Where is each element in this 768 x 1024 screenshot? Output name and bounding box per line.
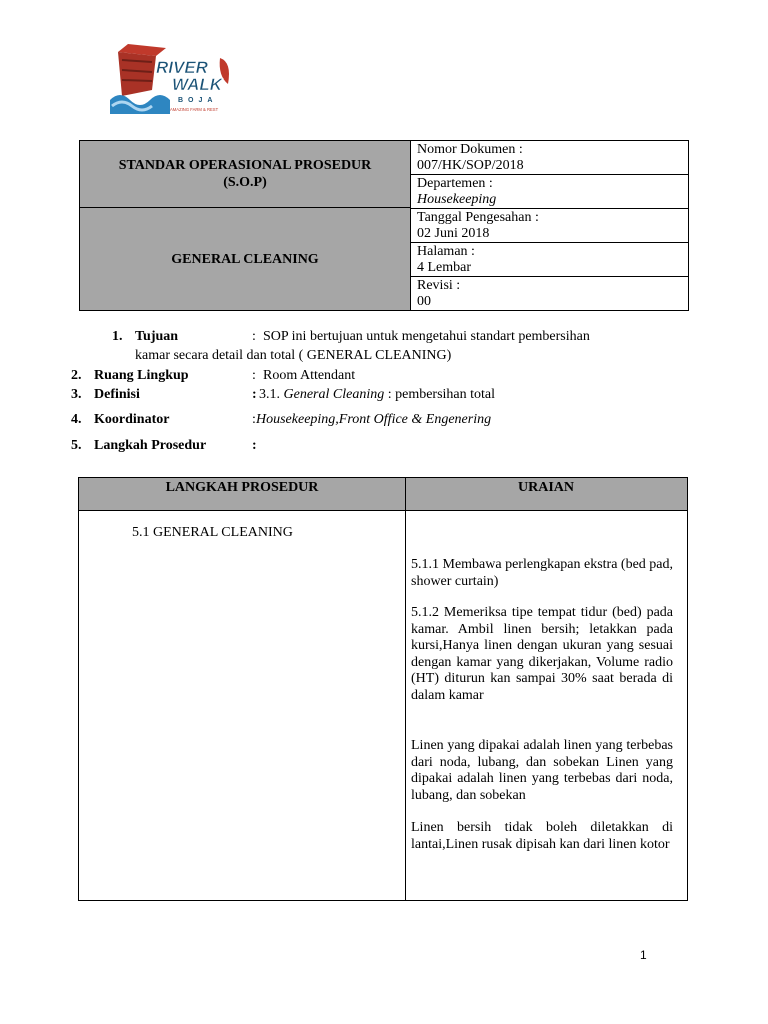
item-separator: :	[252, 329, 256, 344]
field-value: Housekeeping	[417, 192, 497, 207]
field-label: Tanggal Pengesahan :	[417, 210, 539, 225]
sop-subject: GENERAL CLEANING	[171, 251, 319, 267]
sop-header-table	[79, 140, 689, 311]
procedure-step-title: 5.1 GENERAL CLEANING	[132, 525, 293, 540]
item-label-tujuan: Tujuan	[135, 329, 179, 344]
definisi-term: General Cleaning	[283, 387, 385, 402]
uraian-paragraph: 5.1.1 Membawa perlengkapan ekstra (bed pad, shower curtain)	[411, 557, 674, 589]
item-text-koordinator: Housekeeping,Front Office & Engenering	[256, 412, 492, 427]
logo-text-walk: WALK	[172, 75, 223, 94]
item-separator: :	[252, 438, 257, 453]
column-header-uraian: URAIAN	[405, 478, 687, 511]
item-number: 4.	[71, 412, 82, 427]
uraian-paragraph: Linen yang dipakai adalah linen yang terbebas dari noda, lubang, dan sobekan Linen yang dipakai adalah linen yang terbebas dari noda, lubang, dan sobekan	[411, 738, 673, 803]
logo-text-boja: BOJA	[178, 97, 218, 104]
field-value: 02 Juni 2018	[417, 226, 490, 241]
item-text-tujuan: SOP ini bertujuan untuk mengetahui standart pembersihan	[263, 329, 590, 344]
uraian-paragraph: 5.1.2 Memeriksa tipe tempat tidur (bed) pada kamar. Ambil linen bersih; letakkan pada kursi,Hanya linen dengan ukuran yang sesuai dengan kamar yang dikerjakan, Volume radio (HT) diturun kan sampai 30% saat berada di dalam kamar	[411, 605, 673, 703]
field-value: 007/HK/SOP/2018	[417, 158, 524, 173]
field-label: Departemen :	[417, 176, 493, 191]
column-header-langkah: LANGKAH PROSEDUR	[79, 478, 405, 511]
field-tanggal-pengesahan	[411, 209, 688, 243]
river-walk-logo	[108, 40, 240, 118]
item-number: 5.	[71, 438, 82, 453]
field-revisi	[411, 277, 688, 310]
item-number: 2.	[71, 368, 82, 383]
sop-title-cell	[80, 141, 411, 208]
field-nomor-dokumen	[411, 141, 688, 175]
item-label-koordinator: Koordinator	[94, 412, 170, 427]
field-departemen	[411, 175, 688, 209]
sop-title: STANDAR OPERASIONAL PROSEDUR	[118, 158, 372, 173]
item-number: 3.	[71, 387, 82, 402]
item-text-definisi	[259, 386, 495, 404]
item-number: 1.	[112, 329, 123, 344]
sop-subject-cell	[80, 208, 411, 310]
item-separator: :	[252, 368, 256, 383]
logo-tagline: AMAZING FARM & REST	[170, 107, 219, 112]
item-separator: :	[252, 412, 256, 427]
uraian-paragraph: Linen bersih tidak boleh diletakkan di lantai,Linen rusak dipisah kan dari linen kotor	[411, 820, 673, 852]
procedure-table	[78, 477, 688, 901]
field-label: Nomor Dokumen :	[417, 142, 523, 157]
definisi-prefix: 3.1.	[259, 387, 280, 402]
field-label: Halaman :	[417, 244, 475, 259]
field-halaman	[411, 243, 688, 277]
item-label-ruang-lingkup: Ruang Lingkup	[94, 368, 189, 383]
logo-text-river: RIVER	[156, 58, 208, 77]
sop-title-abbr: (S.O.P)	[223, 175, 267, 190]
item-label-definisi: Definisi	[94, 387, 140, 402]
item-text-tujuan-cont: kamar secara detail dan total ( GENERAL CLEANING)	[135, 348, 452, 363]
definisi-rest: : pembersihan total	[387, 387, 496, 402]
item-text-ruang-lingkup: Room Attendant	[263, 368, 356, 383]
field-label: Revisi :	[417, 278, 461, 293]
field-value: 4 Lembar	[417, 260, 472, 275]
item-label-langkah-prosedur: Langkah Prosedur	[94, 438, 207, 453]
page-number: 1	[640, 948, 647, 962]
column-divider	[405, 478, 406, 900]
field-value: 00	[417, 294, 431, 309]
item-separator: :	[252, 387, 257, 402]
